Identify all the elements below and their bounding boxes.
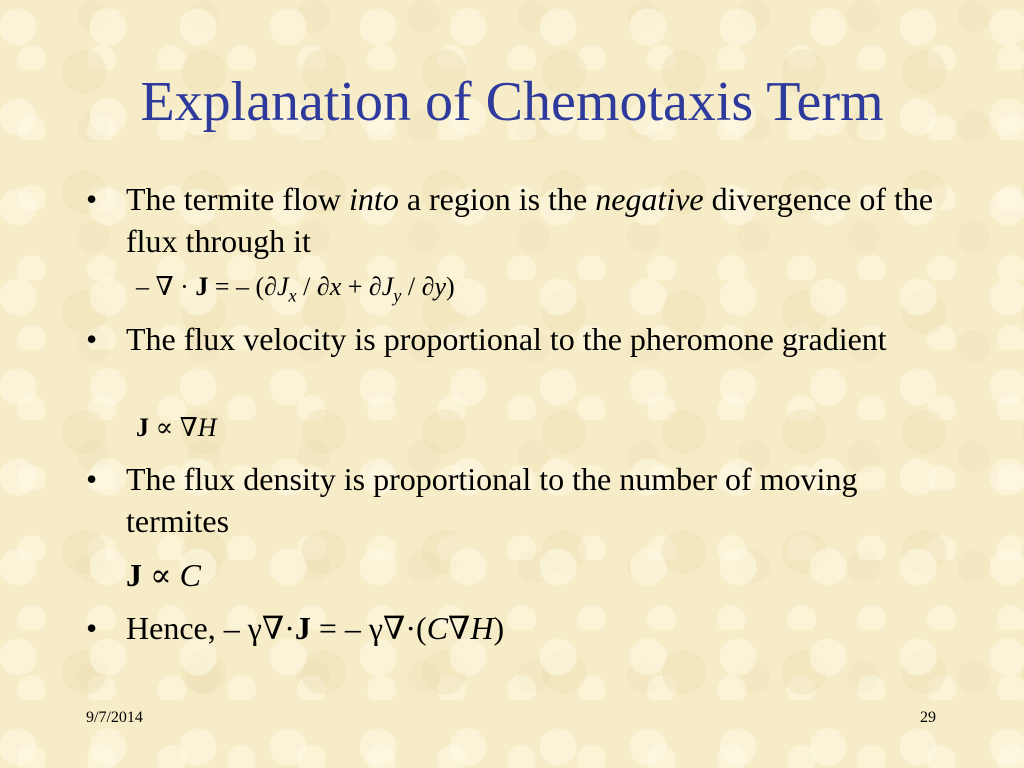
text-run: H bbox=[197, 413, 217, 442]
text-run: H bbox=[470, 610, 494, 646]
text-run: + ∂ bbox=[341, 272, 382, 301]
text-run: J bbox=[276, 272, 289, 301]
bullet-marker: • bbox=[86, 321, 98, 357]
bullet-text bbox=[126, 178, 956, 262]
text-run: x bbox=[288, 285, 297, 306]
text-run: y bbox=[393, 285, 402, 306]
text-run: negative bbox=[595, 181, 704, 217]
text-run: The flux velocity is proportional to the pheromone gradient bbox=[126, 321, 887, 357]
text-run: J bbox=[136, 413, 149, 442]
text-run: = – (∂ bbox=[208, 272, 277, 301]
text-run: C bbox=[426, 610, 449, 646]
text-run: divergence of the flux through it bbox=[126, 181, 934, 259]
text-run: The flux density is proportional to the number of moving termites bbox=[126, 461, 858, 539]
text-run: C bbox=[179, 557, 201, 593]
slide-title: Explanation of Chemotaxis Term bbox=[140, 71, 884, 133]
text-run: J bbox=[294, 610, 311, 646]
bullet-marker: • bbox=[86, 610, 98, 646]
bullet-text bbox=[126, 318, 956, 360]
text-run: x bbox=[329, 272, 342, 301]
bullet-marker: • bbox=[86, 181, 98, 217]
text-run: / ∂ bbox=[296, 272, 330, 301]
text-run: ∝ ∇ bbox=[149, 413, 198, 442]
text-run: – ∇ · bbox=[136, 272, 196, 301]
text-run: ) bbox=[493, 610, 505, 646]
text-run: J bbox=[126, 557, 142, 593]
text-run: into bbox=[349, 181, 399, 217]
footer-date: 9/7/2014 bbox=[86, 709, 143, 726]
sub-item-flux-density-relation bbox=[126, 556, 201, 594]
sub-item-divergence-equation bbox=[136, 272, 455, 306]
text-run: y bbox=[434, 272, 446, 301]
text-run: Hence, – γ∇· bbox=[126, 610, 295, 646]
text-run: J bbox=[381, 272, 394, 301]
text-run: ) bbox=[446, 272, 455, 301]
text-run: J bbox=[195, 272, 209, 301]
text-run: The termite flow bbox=[126, 181, 350, 217]
text-run: / ∂ bbox=[401, 272, 435, 301]
bullet-text bbox=[126, 458, 956, 542]
text-run: ∇ bbox=[448, 610, 471, 646]
text-run: ∝ bbox=[142, 557, 180, 593]
footer-page-number: 29 bbox=[920, 709, 936, 726]
bullet-text bbox=[126, 607, 956, 649]
text-run: = – γ∇·( bbox=[310, 610, 427, 646]
sub-item-flux-gradient-relation bbox=[136, 413, 217, 443]
text-run: a region is the bbox=[398, 181, 596, 217]
bullet-marker: • bbox=[86, 461, 98, 497]
